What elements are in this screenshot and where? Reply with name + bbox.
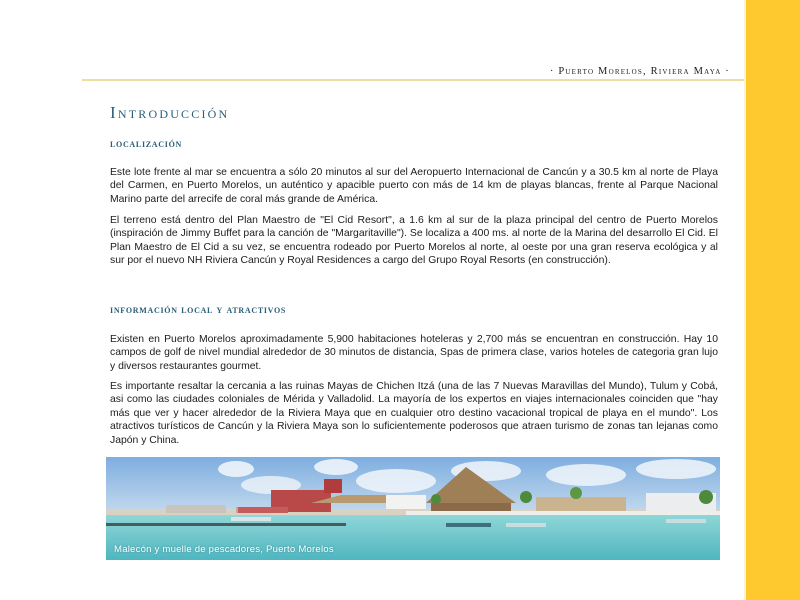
cloud xyxy=(356,469,436,493)
palm xyxy=(570,487,582,499)
boat xyxy=(506,523,546,527)
boat xyxy=(446,523,491,527)
cloud xyxy=(546,464,626,486)
harbor-photo xyxy=(106,457,720,560)
paragraph: Este lote frente al mar se encuentra a sólo 20 minutos al sur del Aeropuerto Internacional de Cancún y a 30.5 km al norte de Playa del Carmen, en Puerto Morelos, un auténtico y apacible puerto con más de 14 km de playas blancas, frente al Parque Nacional Marino parte del arrecife de coral más grande de América. xyxy=(110,167,718,205)
red-wall xyxy=(238,507,288,513)
white-building xyxy=(386,495,426,509)
boat xyxy=(666,519,706,523)
cloud xyxy=(314,459,358,475)
cloud xyxy=(218,461,254,477)
paragraph: Es importante resaltar la cercania a las ruinas Mayas de Chichen Itzá (una de las 7 Nuevas Maravillas del Mundo), Tulum y Cobá, asi como las ciudades coloniales de Mérida y Valladolid. La mayoría de los expertos en viajes internacionales coinciden que "hay más que ver y hacer alrededor de la Riviera Maya que en cualquier otro destino vacacional tropical de playa en el mundo". Los atractivos turísticos de Cancún y la Riviera Maya son lo suficientemente poderosos que atraen turismo de zonas tan lejanas como Japón y China. xyxy=(110,381,718,446)
cloud xyxy=(636,459,716,479)
section-heading-informacion: información local y atractivos xyxy=(110,304,287,316)
building xyxy=(166,505,226,513)
building xyxy=(536,497,626,511)
page-title: Introducción xyxy=(110,103,230,122)
palm xyxy=(520,491,532,503)
section-heading-localizacion: localización xyxy=(110,138,182,150)
pier xyxy=(106,523,346,526)
photo-caption: Malecón y muelle de pescadores, Puerto Morelos xyxy=(114,544,334,555)
boat xyxy=(231,517,271,521)
header-divider xyxy=(82,79,744,81)
header-location-label: · Puerto Morelos, Riviera Maya · xyxy=(549,66,730,77)
paragraph: El terreno está dentro del Plan Maestro de "El Cid Resort", a 1.6 km al sur de la plaza principal del centro de Puerto Morelos (inspiración de Jimmy Buffet para la canción de "Margaritaville"). Se localiza a 400 ms. al norte de la Marina del desarrollo El Cid. El Plan Maestro de El Cid a su vez, se encuentra rodeado por Puerto Morelos al norte, al oeste por una gran reserva ecológica y al sur por el nuevo NH Riviera Cancún y Royal Residences a cargo del Grupo Royal Resorts (en construcción). xyxy=(110,215,718,267)
palm xyxy=(699,490,713,504)
paragraph: Existen en Puerto Morelos aproximadamente 5,900 habitaciones hoteleras y 2,700 más se encuentran en construcción. Hay 10 campos de golf de nivel mundial alrededor de 30 minutos de distancia, Spas de primera clase, varios hoteles de categoria gran lujo y diversos restaurantes gourmet. xyxy=(110,334,718,372)
red-tower xyxy=(324,479,342,493)
palm xyxy=(431,494,441,504)
yellow-side-strip xyxy=(746,0,800,600)
